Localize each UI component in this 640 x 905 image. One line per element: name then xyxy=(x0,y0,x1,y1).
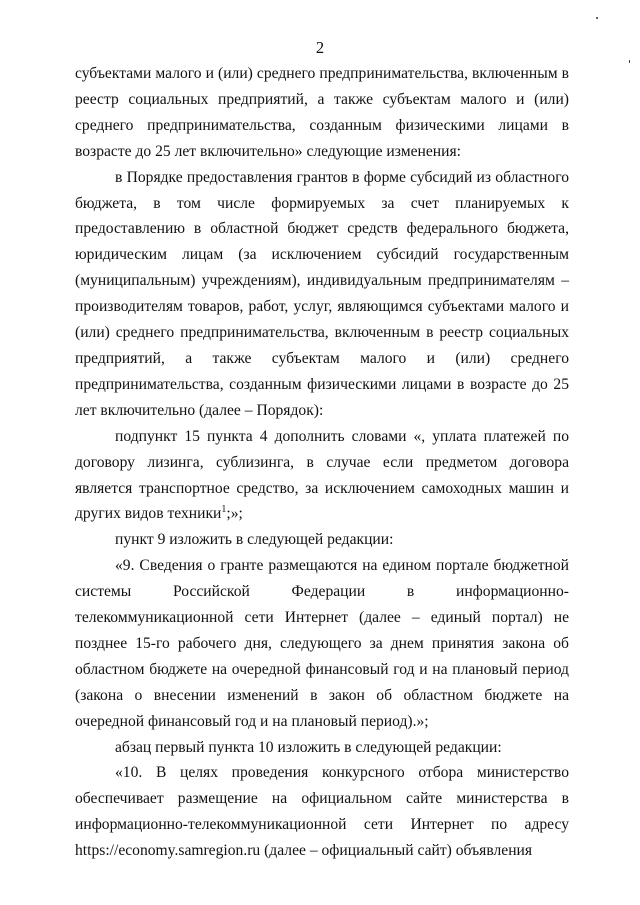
document-body xyxy=(75,61,569,864)
paragraph-1: субъектами малого и (или) среднего предпринимательства, включенным в реестр социальных предприятий, а также субъектам малого и (или) среднего предпринимательства, созданным физическими лицами в возрасте до 25 лет включительно» следующие изменения: xyxy=(75,65,569,160)
paragraph-4: пункт 9 изложить в следующей редакции: xyxy=(115,531,394,549)
scan-speck xyxy=(596,17,598,19)
paragraph-3-text: подпункт 15 пункта 4 дополнить словами «, уплата платежей по договору лизинга, сублизинга, в случае если предметом договора является транспортное средство, за исключением самоходных машин и других видов техники xyxy=(75,427,569,523)
paragraph-7: «10. В целях проведения конкурсного отбора министерство обеспечивает размещение на официальном сайте министерства в информационно-телекоммуникационной сети Интернет по адресу https://economy.samregion.ru (далее – официальный сайт) объявления xyxy=(75,764,569,860)
paragraph-2: в Порядке предоставления грантов в форме субсидий из областного бюджета, в том числе формируемых за счет планируемых к предоставлению в областной бюджет средств федерального бюджета, юридическим лицам (за исключением субсидий государственным (муниципальным) учреждениям), индивидуальным предпринимателям – производителям товаров, работ, услуг, являющимся субъектами малого и (или) среднего предпринимательства, включенным в реестр социальных предприятий, а также субъектам малого и (или) среднего предпринимательства, созданным физическими лицами в возрасте до 25 лет включительно (далее – Порядок): xyxy=(75,168,569,419)
footnote-mark: 1 xyxy=(221,504,227,516)
paragraph-3-end: ;»; xyxy=(226,505,243,523)
paragraph-3 xyxy=(75,424,569,528)
page-number: 2 xyxy=(315,38,325,57)
scan-speck xyxy=(629,60,630,63)
paragraph-5: «9. Сведения о гранте размещаются на едином портале бюджетной системы Российской Федерации в информационно-телекоммуникационной сети Интернет (далее – единый портал) не позднее 15-го рабочего дня, следующего за днем принятия закона об областном бюджете на очередной финансовый год и на плановый период (закона о внесении изменений в закон об областном бюджете на очередной финансовый год и на плановый период).»; xyxy=(75,557,569,730)
paragraph-6: абзац первый пункта 10 изложить в следующей редакции: xyxy=(115,738,502,756)
